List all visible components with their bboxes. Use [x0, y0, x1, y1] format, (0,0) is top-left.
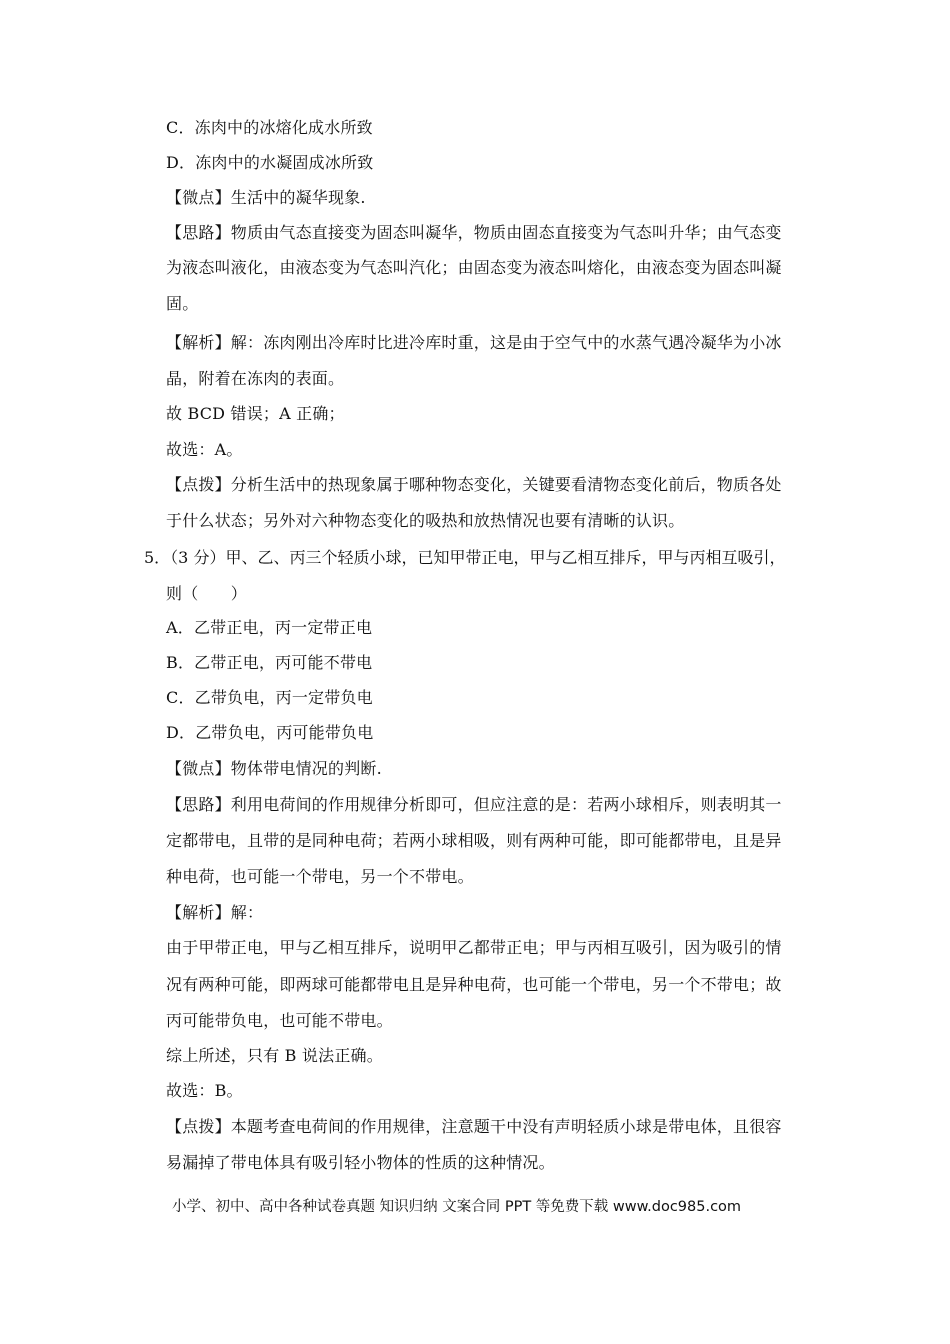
q5-option-a: A．乙带正电，丙一定带正电	[166, 618, 373, 637]
q5-jiexi-line-1: 由于甲带正电，甲与乙相互排斥，说明甲乙都带正电；甲与丙相互吸引，因为吸引的情	[166, 938, 782, 957]
q4-option-c: C．冻肉中的冰熔化成水所致	[166, 118, 373, 137]
q5-dianbo-line-1: 【点拨】本题考查电荷间的作用规律，注意题干中没有声明轻质小球是带电体，且很容	[166, 1117, 782, 1136]
q5-option-b: B．乙带正电，丙可能不带电	[166, 653, 373, 672]
q4-weidian: 【微点】生活中的凝华现象.	[166, 188, 366, 207]
q5-stem-line-2: 则（ ）	[166, 584, 248, 603]
q4-silu-line-2: 为液态叫液化，由液态变为气态叫汽化；由固态变为液态叫熔化，由液态变为固态叫凝	[166, 258, 782, 277]
q4-jiexi-line-1: 【解析】解：冻肉刚出冷库时比进冷库时重，这是由于空气中的水蒸气遇冷凝华为小冰	[166, 333, 782, 352]
q5-silu-line-1: 【思路】利用电荷间的作用规律分析即可，但应注意的是：若两小球相斥，则表明其一	[166, 795, 782, 814]
q5-weidian: 【微点】物体带电情况的判断.	[166, 759, 382, 778]
q4-dianbo-line-1: 【点拨】分析生活中的热现象属于哪种物态变化，关键要看清物态变化前后，物质各处	[166, 475, 782, 494]
q4-dianbo-line-2: 于什么状态；另外对六种物态变化的吸热和放热情况也要有清晰的认识。	[166, 511, 685, 530]
q5-answer: 故选：B。	[166, 1081, 243, 1100]
q4-jiexi-line-2: 晶，附着在冻肉的表面。	[166, 369, 345, 388]
q5-option-d: D．乙带负电，丙可能带负电	[166, 723, 374, 742]
q4-silu-line-1: 【思路】物质由气态直接变为固态叫凝华，物质由固态直接变为气态叫升华；由气态变	[166, 223, 782, 242]
q5-jiexi-line-3: 丙可能带负电，也可能不带电。	[166, 1011, 393, 1030]
q4-silu-line-3: 固。	[166, 294, 199, 313]
page-footer: 小学、初中、高中各种试卷真题 知识归纳 文案合同 PPT 等免费下载 www.doc985.com	[172, 1199, 742, 1215]
q5-stem-line-1: 5．（3 分）甲、乙、丙三个轻质小球，已知甲带正电，甲与乙相互排斥，甲与丙相互吸引，	[144, 548, 786, 567]
q4-conclusion: 故 BCD 错误；A 正确；	[166, 404, 345, 423]
q5-dianbo-line-2: 易漏掉了带电体具有吸引轻小物体的性质的这种情况。	[166, 1153, 555, 1172]
q5-option-c: C．乙带负电，丙一定带负电	[166, 688, 373, 707]
q5-jiexi-head: 【解析】解：	[166, 903, 264, 922]
q4-option-d: D．冻肉中的水凝固成冰所致	[166, 153, 374, 172]
q5-silu-line-2: 定都带电，且带的是同种电荷；若两小球相吸，则有两种可能，即可能都带电，且是异	[166, 831, 782, 850]
q5-jiexi-line-2: 况有两种可能，即两球可能都带电且是异种电荷，也可能一个带电，另一个不带电；故	[166, 975, 782, 994]
q5-silu-line-3: 种电荷，也可能一个带电，另一个不带电。	[166, 867, 474, 886]
q5-summary: 综上所述，只有 B 说法正确。	[166, 1046, 383, 1065]
q4-answer: 故选：A。	[166, 440, 243, 459]
